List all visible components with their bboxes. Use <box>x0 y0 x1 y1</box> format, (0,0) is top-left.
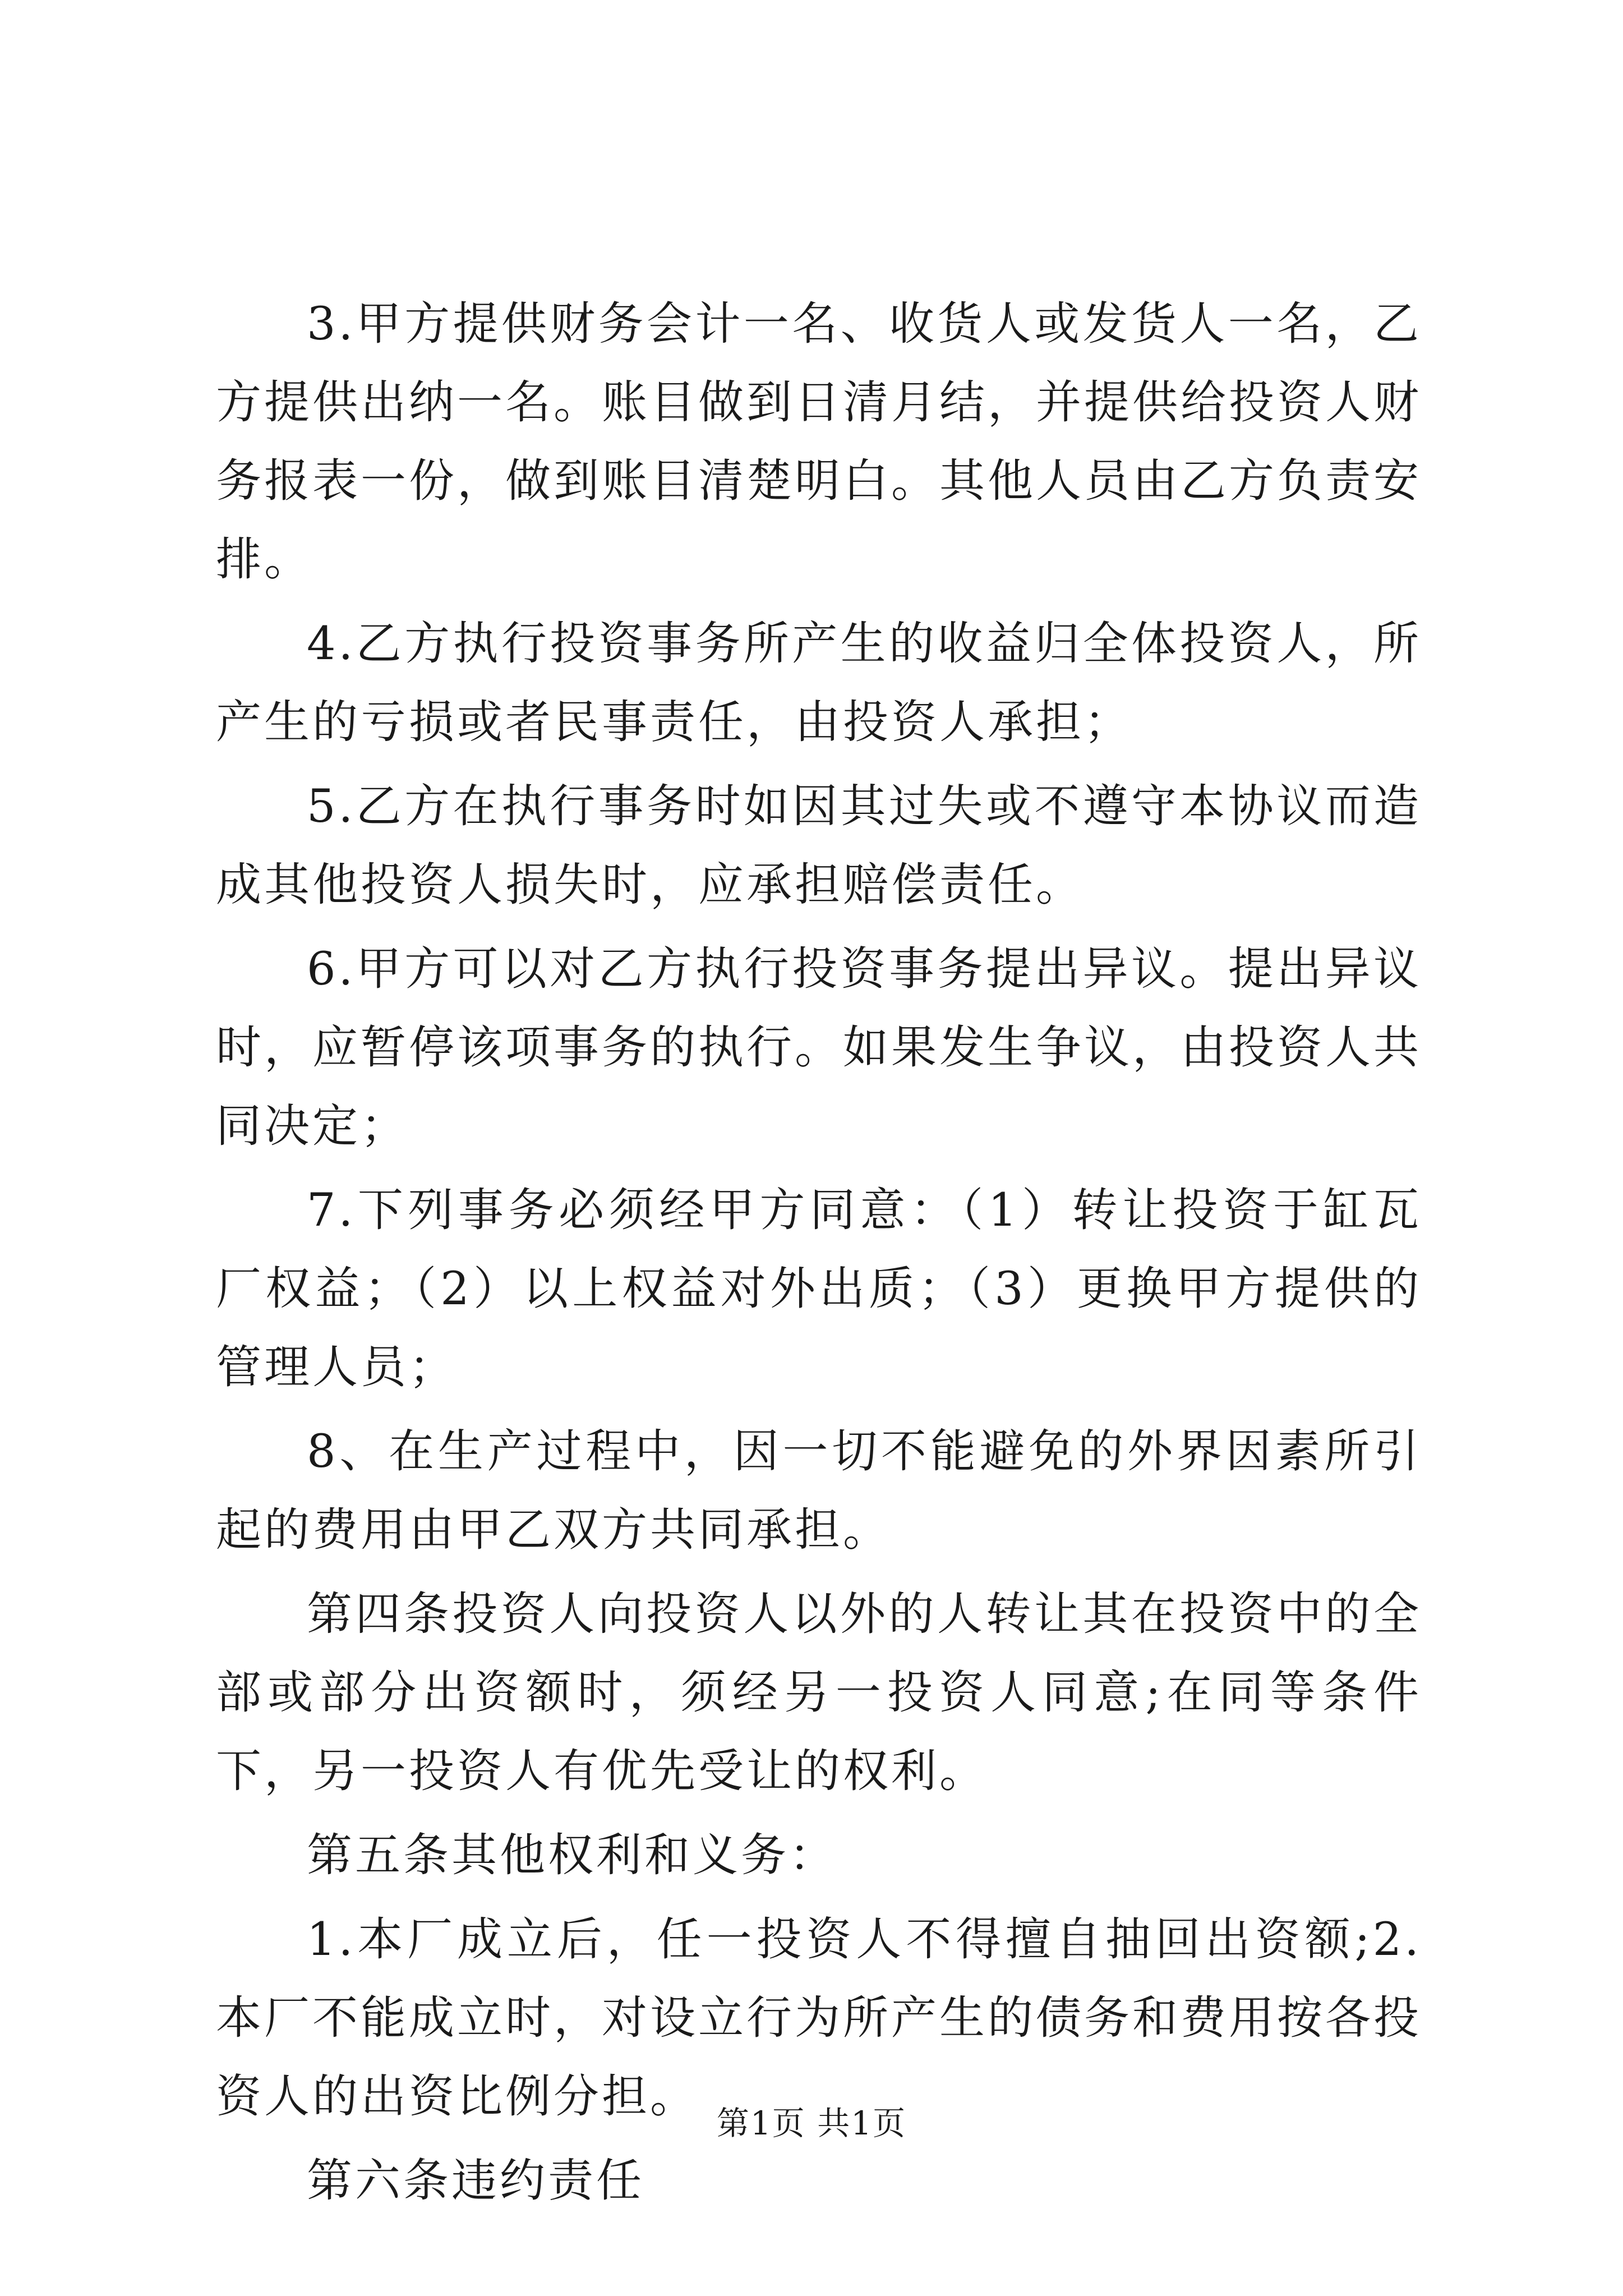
paragraph-article-4: 第四条投资人向投资人以外的人转让其在投资中的全部或部分出资额时，须经另一投资人同意;在同等条件下，另一投资人有优先受让的权利。 <box>216 1588 1422 1798</box>
paragraph-clause-4: 4.乙方执行投资事务所产生的收益归全体投资人，所产生的亏损或者民事责任，由投资人承担； <box>216 618 1422 749</box>
paragraph-clause-6: 6.甲方可以对乙方执行投资事务提出异议。提出异议时，应暂停该项事务的执行。如果发生争议，由投资人共同决定； <box>216 943 1422 1153</box>
page-footer: 第1页 共1页 <box>716 2104 907 2142</box>
paragraph-clause-8: 8、在生产过程中，因一切不能避免的外界因素所引起的费用由甲乙双方共同承担。 <box>216 1425 1422 1557</box>
paragraph-article-5-items: 1.本厂成立后，任一投资人不得擅自抽回出资额;2.本厂不能成立时，对设立行为所产生的债务和费用按各投资人的出资比例分担。 <box>216 1913 1422 2123</box>
paragraph-clause-5: 5.乙方在执行事务时如因其过失或不遵守本协议而造成其他投资人损失时，应承担赔偿责任。 <box>216 780 1422 912</box>
paragraph-clause-3: 3.甲方提供财务会计一名、收货人或发货人一名，乙方提供出纳一名。账目做到日清月结，并提供给投资人财务报表一份，做到账目清楚明白。其他人员由乙方负责安排。 <box>216 298 1422 586</box>
paragraph-clause-7: 7.下列事务必须经甲方同意：（1）转让投资于缸瓦厂权益；（2）以上权益对外出质；（3）更换甲方提供的管理人员； <box>216 1184 1422 1394</box>
document-body <box>216 285 1422 2226</box>
paragraph-article-5-heading: 第五条其他权利和义务： <box>307 1829 838 1882</box>
paragraph-article-6-heading: 第六条违约责任 <box>307 2155 645 2207</box>
